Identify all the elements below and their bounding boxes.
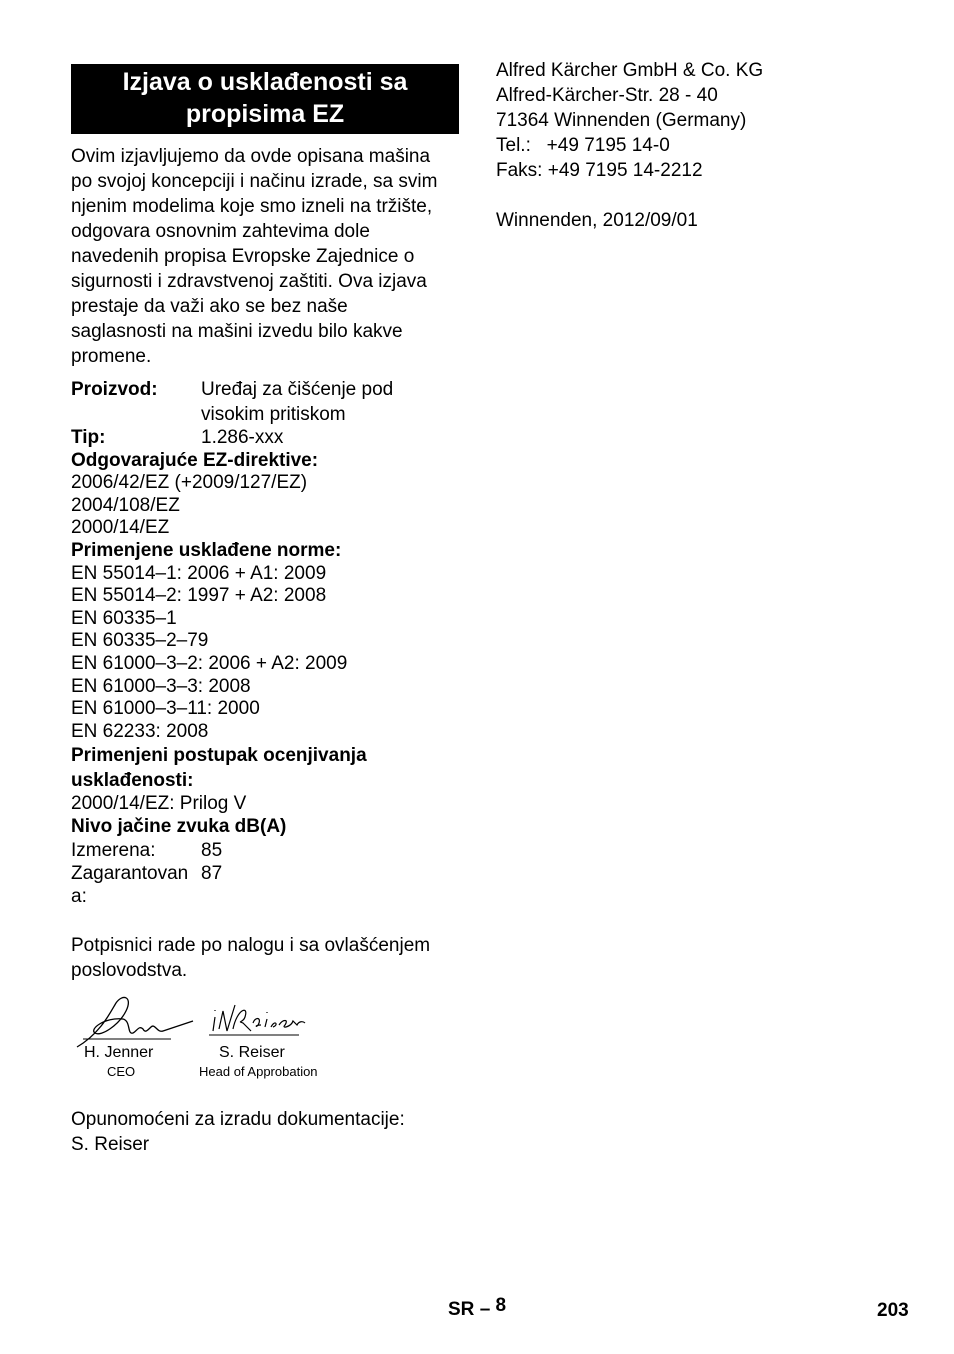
documentation-label: Opunomoćeni za izradu dokumentacije: xyxy=(71,1108,405,1130)
directives-heading: Odgovarajuće EZ-direktive: xyxy=(71,449,319,471)
directive-item: 2000/14/EZ xyxy=(71,517,170,539)
norm-item: EN 62233: 2008 xyxy=(71,720,209,742)
company-line: Tel.: +49 7195 14-0 xyxy=(496,135,670,156)
procedure-heading: usklađenosti: xyxy=(71,770,194,792)
norms-section xyxy=(71,540,459,743)
company-line: Faks: +49 7195 14-2212 xyxy=(496,160,703,181)
signer-role-jenner: CEO xyxy=(107,1063,136,1079)
company-line: 71364 Winnenden (Germany) xyxy=(496,110,747,131)
product-value xyxy=(201,377,459,427)
sound-guaranteed-value: 87 xyxy=(201,862,223,884)
section-title xyxy=(71,64,459,134)
directive-item: 2006/42/EZ (+2009/127/EZ) xyxy=(71,472,308,494)
norm-item: EN 60335–1 xyxy=(71,607,177,629)
directives-section xyxy=(71,450,459,540)
company-line: Alfred Kärcher GmbH & Co. KG xyxy=(496,60,764,81)
documentation-name: S. Reiser xyxy=(71,1133,150,1155)
norms-heading: Primenjene usklađene norme: xyxy=(71,539,342,561)
sound-measured-row xyxy=(71,839,459,862)
sound-heading: Nivo jačine zvuka dB(A) xyxy=(71,815,287,837)
product-value-line: Uređaj za čišćenje pod xyxy=(201,379,394,400)
intro-line: sigurnosti i zdravstvenoj zaštiti. Ova izjava xyxy=(71,271,427,292)
footer-dash: – xyxy=(479,1299,491,1320)
intro-line: Ovim izjavljujemo da ovde opisana mašina xyxy=(71,146,431,167)
footer-section-page: 8 xyxy=(495,1295,507,1316)
signature-block xyxy=(71,993,459,1103)
type-label: Tip: xyxy=(71,427,106,448)
sound-guaranteed-label xyxy=(71,862,201,908)
norm-item: EN 61000–3–3: 2008 xyxy=(71,675,251,697)
page-number: 203 xyxy=(877,1300,909,1321)
signature-reiser xyxy=(209,999,309,1039)
signer-role-reiser: Head of Approbation xyxy=(199,1063,318,1079)
right-column xyxy=(496,58,916,233)
directive-item: 2004/108/EZ xyxy=(71,494,180,516)
sound-guaranteed-label-line: a: xyxy=(71,885,87,907)
signer-name-reiser: S. Reiser xyxy=(219,1043,285,1061)
sound-measured-label: Izmerena: xyxy=(71,839,156,861)
sound-section xyxy=(71,816,459,908)
sound-guaranteed-row xyxy=(71,862,459,908)
intro-paragraph xyxy=(71,144,459,369)
type-row xyxy=(71,427,459,450)
product-specs xyxy=(71,377,459,908)
intro-line: odgovara osnovnim zahtevima dole xyxy=(71,221,370,242)
product-value-line: visokim pritiskom xyxy=(201,404,346,425)
norm-item: EN 55014–1: 2006 + A1: 2009 xyxy=(71,562,327,584)
product-row xyxy=(71,377,459,427)
norm-item: EN 55014–2: 1997 + A2: 2008 xyxy=(71,585,327,607)
intro-line: po svojoj koncepciji i načinu izrade, sa svim xyxy=(71,171,438,192)
sound-guaranteed-label-line: Zagarantovan xyxy=(71,862,189,884)
title-line-2: propisima EZ xyxy=(185,100,345,128)
signers-note xyxy=(71,933,459,983)
norm-item: EN 60335–2–79 xyxy=(71,630,209,652)
procedure-heading: Primenjeni postupak ocenjivanja xyxy=(71,745,367,767)
signers-note-line: poslovodstva. xyxy=(71,959,188,981)
procedure-value: 2000/14/EZ: Prilog V xyxy=(71,793,247,815)
company-line: Alfred-Kärcher-Str. 28 - 40 xyxy=(496,85,718,106)
norm-item: EN 61000–3–2: 2006 + A2: 2009 xyxy=(71,652,348,674)
left-column xyxy=(71,64,459,1157)
intro-line: saglasnosti na mašini izvedu bilo kakve xyxy=(71,321,403,342)
signers-note-line: Potpisnici rade po nalogu i sa ovlašćenjem xyxy=(71,934,431,956)
type-value: 1.286-xxx xyxy=(201,427,284,448)
footer-lang: SR xyxy=(448,1299,475,1320)
intro-line: prestaje da važi ako se bez naše xyxy=(71,296,348,317)
sound-measured-value: 85 xyxy=(201,839,223,861)
documentation-block xyxy=(71,1107,459,1157)
company-address xyxy=(496,58,916,183)
place-date: Winnenden, 2012/09/01 xyxy=(496,210,698,231)
signer-name-jenner: H. Jenner xyxy=(84,1043,154,1061)
intro-line: navedenih propisa Evropske Zajednice o xyxy=(71,246,415,267)
intro-line: njenim modelima koje smo izneli na tržište, xyxy=(71,196,433,217)
footer-section-label xyxy=(448,1297,506,1322)
intro-line: promene. xyxy=(71,346,152,367)
procedure-section xyxy=(71,743,459,816)
product-label: Proizvod: xyxy=(71,379,158,400)
norm-item: EN 61000–3–11: 2000 xyxy=(71,698,260,720)
title-line-1: Izjava o usklađenosti sa xyxy=(122,68,408,96)
